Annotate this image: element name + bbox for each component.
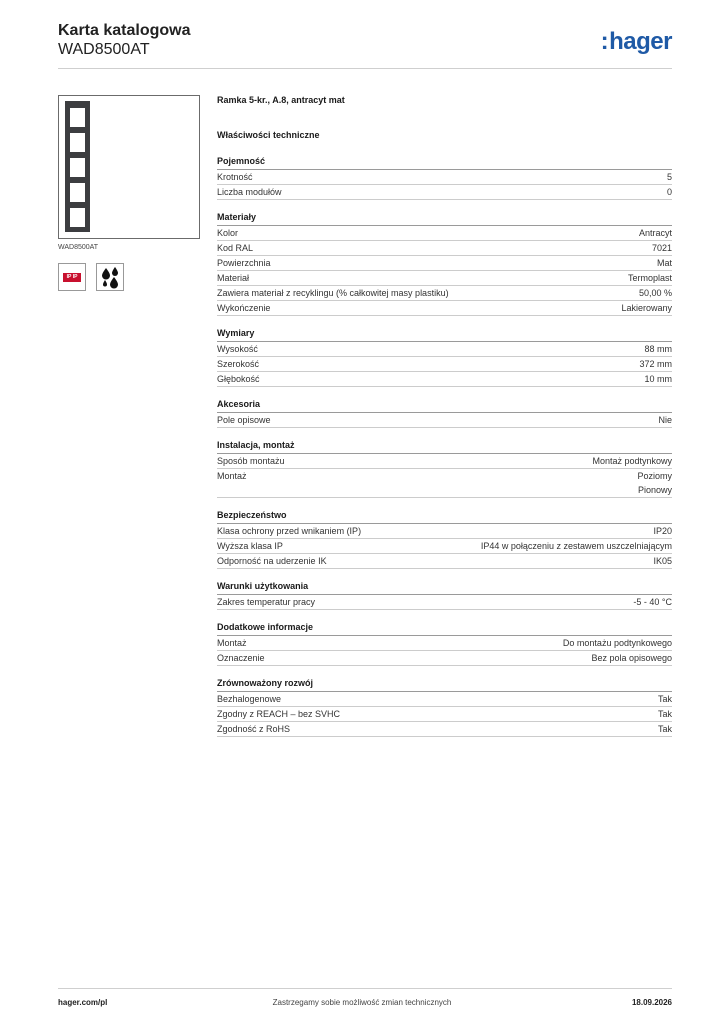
spec-label: Wyższa klasa IP (217, 541, 283, 551)
frame-slot (70, 158, 85, 177)
logo-text: hager (609, 28, 672, 55)
spec-value-line: 0 (666, 187, 672, 197)
spec-group (217, 678, 672, 737)
spec-value-line: 5 (666, 172, 672, 182)
section-title: Właściwości techniczne (217, 130, 320, 140)
spec-value (667, 170, 672, 184)
spec-value (637, 469, 672, 497)
frame-slot (70, 133, 85, 152)
spec-value (628, 271, 672, 285)
spec-value-line: IP20 (653, 526, 672, 536)
spec-row (217, 256, 672, 271)
spec-row (217, 722, 672, 737)
spec-value-line: Nie (658, 415, 672, 425)
spec-label: Oznaczenie (217, 653, 265, 663)
spec-value-line: -5 - 40 °C (633, 597, 672, 607)
spec-label: Wykończenie (217, 303, 271, 313)
spec-group (217, 510, 672, 569)
spec-content (217, 95, 672, 737)
spec-value (658, 707, 672, 721)
spec-row (217, 271, 672, 286)
spec-value-line: 50,00 % (638, 288, 672, 298)
header-divider (58, 68, 672, 69)
spec-label: Odporność na uderzenie IK (217, 556, 327, 566)
spec-value-line: 10 mm (644, 374, 672, 384)
spec-value-line: Lakierowany (621, 303, 672, 313)
spec-label: Pole opisowe (217, 415, 271, 425)
spec-value-line: Mat (656, 258, 672, 268)
spec-group-title: Bezpieczeństwo (217, 510, 672, 524)
spec-value (639, 286, 672, 300)
spec-value (657, 256, 672, 270)
spec-row (217, 469, 672, 498)
spec-row (217, 286, 672, 301)
hager-logo: :hager (600, 28, 672, 55)
spec-row (217, 357, 672, 372)
spec-value (644, 372, 672, 386)
product-image (58, 95, 200, 239)
spec-row (217, 413, 672, 428)
spec-label: Kod RAL (217, 243, 254, 253)
spec-value-line: Termoplast (627, 273, 672, 283)
spec-label: Materiał (217, 273, 250, 283)
spec-value (621, 301, 672, 315)
spec-row (217, 636, 672, 651)
spec-groups (217, 156, 672, 737)
frame-slot (70, 183, 85, 202)
spec-row (217, 554, 672, 569)
water-drops-icon (96, 263, 124, 291)
spec-group (217, 440, 672, 498)
spec-label: Montaż (217, 471, 247, 481)
spec-value-line: Poziomy (637, 471, 672, 481)
spec-group-title: Zrównoważony rozwój (217, 678, 672, 692)
spec-value-line: IP44 w połączeniu z zestawem uszczelniającym (480, 541, 672, 551)
document-title: Karta katalogowa (58, 22, 191, 39)
spec-group-title: Warunki użytkowania (217, 581, 672, 595)
ip-rating-icon: IP IP (58, 263, 86, 291)
spec-label: Zgodny z REACH – bez SVHC (217, 709, 341, 719)
spec-row (217, 692, 672, 707)
spec-group (217, 212, 672, 316)
spec-label: Szerokość (217, 359, 260, 369)
frame-illustration (65, 101, 90, 232)
spec-label: Zgodność z RoHS (217, 724, 291, 734)
spec-value (652, 241, 672, 255)
spec-value-line: Do montażu podtynkowego (562, 638, 672, 648)
spec-row (217, 342, 672, 357)
spec-value (563, 636, 672, 650)
spec-value (592, 454, 672, 468)
spec-label: Zawiera materiał z recyklingu (% całkowitej masy plastiku) (217, 288, 449, 298)
spec-group (217, 156, 672, 200)
spec-group-title: Wymiary (217, 328, 672, 342)
spec-label: Kolor (217, 228, 239, 238)
product-name: Ramka 5-kr., A.8, antracyt mat (217, 95, 345, 105)
spec-label: Liczba modułów (217, 187, 282, 197)
spec-group-title: Pojemność (217, 156, 672, 170)
spec-row (217, 301, 672, 316)
spec-row (217, 226, 672, 241)
spec-value (653, 524, 672, 538)
spec-value (667, 185, 672, 199)
spec-label: Głębokość (217, 374, 260, 384)
footer-disclaimer: Zastrzegamy sobie możliwość zmian technicznych (272, 998, 452, 1007)
frame-slot (70, 108, 85, 127)
spec-row (217, 524, 672, 539)
spec-label: Wysokość (217, 344, 258, 354)
spec-value (633, 595, 672, 609)
spec-group-title: Dodatkowe informacje (217, 622, 672, 636)
page-header (58, 20, 672, 70)
spec-row (217, 372, 672, 387)
spec-row (217, 651, 672, 666)
spec-label: Powierzchnia (217, 258, 271, 268)
spec-value (591, 651, 672, 665)
footer-website: hager.com/pl (58, 998, 108, 1007)
spec-row (217, 241, 672, 256)
frame-slot (70, 208, 85, 227)
spec-value (481, 539, 672, 553)
image-caption: WAD8500AT (58, 244, 99, 251)
spec-value-line: 88 mm (644, 344, 672, 354)
spec-label: Zakres temperatur pracy (217, 597, 316, 607)
footer-date: 18.09.2026 (631, 998, 672, 1007)
spec-label: Sposób montażu (217, 456, 285, 466)
spec-row (217, 595, 672, 610)
spec-group (217, 328, 672, 387)
spec-group (217, 399, 672, 428)
spec-value (639, 357, 672, 371)
spec-group-title: Akcesoria (217, 399, 672, 413)
spec-value (653, 554, 672, 568)
spec-row (217, 454, 672, 469)
spec-value (658, 413, 672, 427)
spec-label: Bezhalogenowe (217, 694, 282, 704)
spec-group (217, 581, 672, 610)
spec-value-line: Tak (657, 724, 672, 734)
spec-value-line: Montaż podtynkowy (592, 456, 672, 466)
spec-group-title: Instalacja, montaż (217, 440, 672, 454)
spec-value (639, 226, 672, 240)
spec-value (644, 342, 672, 356)
spec-row (217, 185, 672, 200)
spec-label: Montaż (217, 638, 247, 648)
spec-value-line: Bez pola opisowego (591, 653, 672, 663)
spec-value-line: Pionowy (637, 485, 672, 495)
spec-value-line: Antracyt (638, 228, 672, 238)
spec-label: Klasa ochrony przed wnikaniem (IP) (217, 526, 362, 536)
spec-label: Krotność (217, 172, 253, 182)
spec-value (658, 722, 672, 736)
spec-row (217, 539, 672, 554)
spec-group-title: Materiały (217, 212, 672, 226)
spec-row (217, 170, 672, 185)
spec-value (658, 692, 672, 706)
spec-value-line: 372 mm (639, 359, 672, 369)
product-code: WAD8500AT (58, 41, 150, 58)
spec-value-line: IK05 (653, 556, 672, 566)
spec-value-line: Tak (657, 694, 672, 704)
spec-value-line: Tak (657, 709, 672, 719)
spec-value-line: 7021 (651, 243, 672, 253)
spec-group (217, 622, 672, 666)
footer-divider (58, 988, 672, 989)
spec-row (217, 707, 672, 722)
